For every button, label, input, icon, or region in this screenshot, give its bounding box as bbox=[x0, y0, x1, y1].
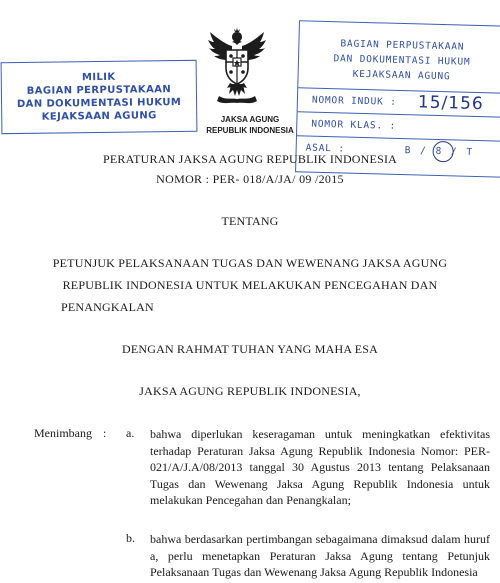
considering-colon: : bbox=[103, 426, 107, 440]
ownership-stamp bbox=[1, 60, 198, 134]
issuing-authority: JAKSA AGUNG REPUBLIK INDONESIA, bbox=[139, 384, 361, 398]
subject-line-3: PENANGKALAN bbox=[61, 300, 154, 314]
grace-invocation: DENGAN RAHMAT TUHAN YANG MAHA ESA bbox=[121, 342, 379, 356]
asal-label: ASAL : bbox=[305, 142, 345, 155]
item-b-letter: b. bbox=[126, 531, 135, 545]
about-heading: TENTANG bbox=[221, 214, 279, 228]
regulation-title: PERATURAN JAKSA AGUNG REPUBLIK INDONESIA bbox=[102, 152, 398, 166]
library-stamp-header-line-2: DAN DOKUMENTASI HUKUM bbox=[333, 53, 471, 68]
nomor-klas-label: NOMOR KLAS. : bbox=[311, 118, 397, 132]
stamp-line-dokumentasi: DAN DOKUMENTASI HUKUM bbox=[16, 96, 182, 111]
institution-title bbox=[200, 114, 300, 136]
considering-label: Menimbang bbox=[34, 426, 92, 440]
library-stamp-header-line-3: KEJAKSAAN AGUNG bbox=[352, 68, 451, 83]
subject-line-1: PETUNJUK PELAKSANAAN TUGAS DAN WEWENANG JAKSA AGUNG bbox=[52, 256, 448, 270]
garuda-emblem-icon bbox=[205, 28, 269, 106]
stamp-line-milik: MILIK bbox=[81, 71, 116, 84]
library-stamp-header bbox=[312, 36, 491, 86]
asal-letters: B / 8 / T bbox=[404, 145, 475, 158]
item-b-text: bahwa berdasarkan pertimbangan sebagaimana dimaksud dalam huruf a, perlu menetapkan Peraturan Jaksa Agung tentang Petunjuk Pelaksanaan Tugas dan Wewenang Jaksa Agung Republik Indonesia bbox=[150, 532, 490, 579]
item-a-letter: a. bbox=[126, 426, 135, 440]
library-stamp-header-line-1: BAGIAN PERPUSTAKAAN bbox=[340, 38, 465, 53]
nomor-induk-value: 15/156 bbox=[417, 92, 484, 115]
nomor-induk-label: NOMOR INDUK : bbox=[311, 94, 397, 108]
stamp-line-kejaksaan: KEJAKSAAN AGUNG bbox=[41, 110, 157, 123]
regulation-number: NOMOR : PER- 018/A/JA/ 09 /2015 bbox=[156, 172, 344, 186]
stamp-line-bagian: BAGIAN PERPUSTAKAAN bbox=[26, 84, 172, 97]
institution-title-line-2: REPUBLIK INDONESIA bbox=[206, 126, 294, 135]
subject-line-2: REPUBLIK INDONESIA UNTUK MELAKUKAN PENCEGAHAN DAN bbox=[62, 278, 438, 292]
item-a-text: bahwa diperlukan keseragaman untuk meningkatkan efektivitas terhadap Peraturan Jaksa Agung Republik Indonesia Nomor: PER-021/A/J.A/08/2013 tanggal 30 Agustus 2013 tentang Pelaksanaan Tugas dan Wewenang Jaksa Agung Republik Indonesia untuk melakukan Pencegahan dan Penangkalan; bbox=[150, 427, 490, 507]
institution-title-line-1: JAKSA AGUNG bbox=[220, 115, 280, 124]
